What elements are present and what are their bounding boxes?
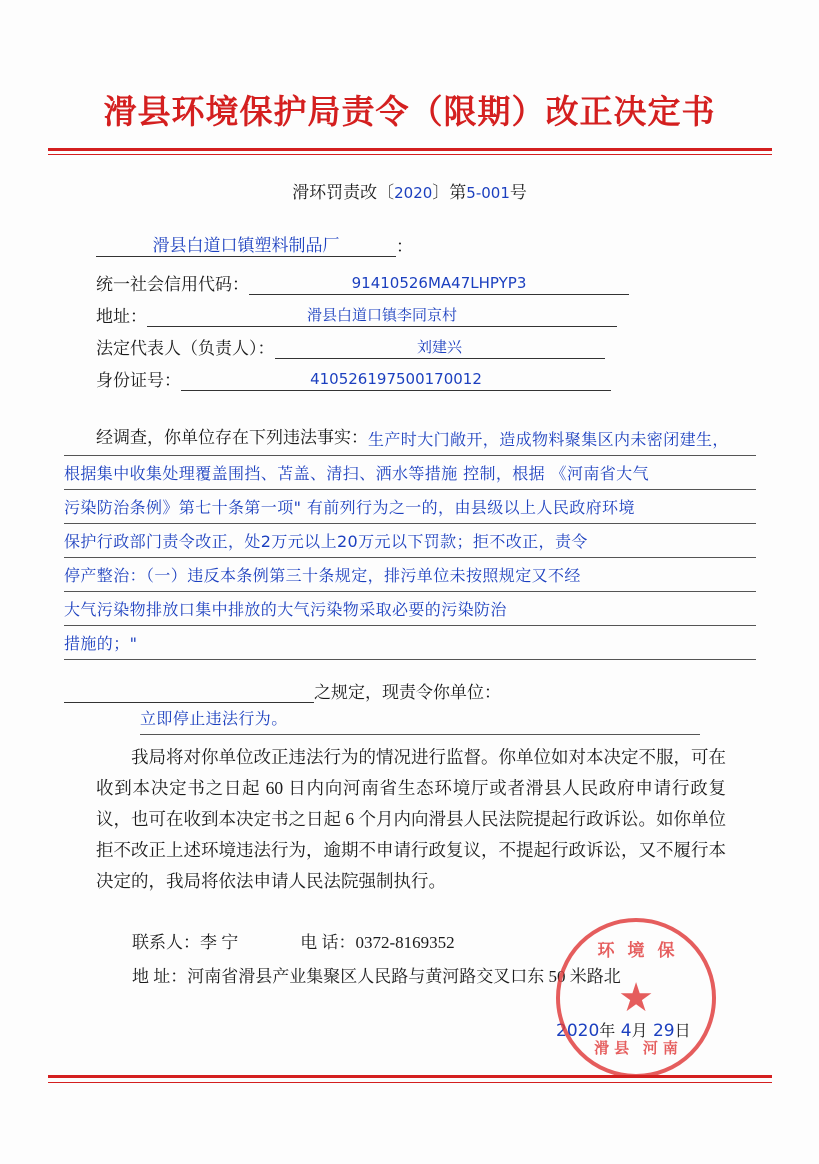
seal-ring: [560, 922, 712, 1074]
date-day: 29: [652, 1021, 675, 1041]
id-number-value: 410526197500170012: [181, 369, 611, 391]
violation-line-1: [64, 422, 756, 456]
violation-lead-in: 经调查，你单位存在下列违法事实：: [96, 428, 368, 447]
violation-handwriting-4: 保护行政部门责令改正，处2万元以上20万元以下罚款；拒不改正，责令: [64, 532, 588, 551]
order-handwriting: 立即停止违法行为。: [140, 709, 288, 728]
doc-number-suffix: 号: [509, 183, 527, 202]
regulation-blank: [64, 682, 314, 703]
doc-number-mid: 〕第: [432, 183, 467, 202]
violation-line-4: [64, 524, 756, 558]
phone-label: 电 话：: [300, 933, 356, 952]
legal-rep-label: 法定代表人（负责人）：: [96, 339, 275, 358]
office-address-label: 地 址：: [132, 967, 188, 986]
id-number-row: [96, 366, 736, 391]
issue-date: [556, 1018, 691, 1041]
violation-line-5: [64, 558, 756, 592]
address-value: 滑县白道口镇李同京村: [147, 305, 617, 327]
office-address-value: 河南省滑县产业集聚区人民路与黄河路交叉口东 50 米路北: [187, 967, 621, 986]
violation-handwriting-6: 大气污染物排放口集中排放的大气污染物采取必要的污染防治: [64, 600, 507, 619]
date-month-unit: 月: [631, 1023, 648, 1040]
address-label: 地址：: [96, 307, 147, 326]
date-year: 2020: [556, 1021, 600, 1041]
contact-name: 李 宁: [200, 933, 239, 952]
id-number-label: 身份证号：: [96, 371, 181, 390]
credit-code-label: 统一社会信用代码：: [96, 275, 249, 294]
violation-handwriting-5: 停产整治：（一）违反本条例第三十条规定，排污单位未按照规定又不经: [64, 566, 581, 585]
date-day-unit: 日: [674, 1023, 691, 1040]
doc-number-year: 2020: [394, 184, 433, 202]
official-seal: [556, 918, 716, 1078]
seal-top-text: 环境保: [597, 941, 688, 960]
legal-rep-value: 刘建兴: [275, 337, 605, 359]
footer-divider-thin: [48, 1082, 772, 1083]
seal-bottom-text: 滑县 河南: [594, 1041, 683, 1057]
order-handwriting-row: [140, 704, 700, 735]
violation-line-7: [64, 626, 756, 660]
violation-handwriting-2: 根据集中收集处理覆盖围挡、苫盖、清扫、洒水等措施 控制，根据 《河南省大气: [64, 464, 649, 483]
regulation-order-row: [64, 678, 756, 703]
decision-paragraph: 我局将对你单位改正违法行为的情况进行监督。你单位如对本决定不服，可在收到本决定书之日起 60 日内向河南省生态环境厅或者滑县人民政府申请行政复议，也可在收到本决定书之日起 6 个月内向滑县人民法院提起行政诉讼。如你单位拒不改正上述环境违法行为，逾期不申请行政复议，不提起行政诉讼，又不履行本决定的，我局将依法申请人民法院强制执行。: [96, 747, 726, 891]
header-divider-thick: [48, 148, 772, 151]
document-number: [0, 178, 819, 203]
date-year-unit: 年: [599, 1023, 616, 1040]
doc-number-serial: 5-001: [466, 184, 510, 202]
credit-code-row: [96, 270, 736, 295]
violation-handwriting-7: 措施的；": [64, 634, 138, 653]
party-name-colon: ：: [396, 237, 413, 256]
seal-star-icon: ★: [618, 975, 654, 1020]
party-name-row: [96, 231, 736, 257]
violation-handwriting-3: 污染防治条例》第七十条第一项" 有前列行为之一的，由县级以上人民政府环境: [64, 498, 635, 517]
page-title: 滑县环境保护局责令（限期）改正决定书: [103, 95, 716, 131]
violation-line-3: [64, 490, 756, 524]
violation-line-6: [64, 592, 756, 626]
violation-line-2: [64, 456, 756, 490]
party-name-value: 滑县白道口镇塑料制品厂: [96, 231, 396, 257]
date-month: 4: [620, 1021, 632, 1041]
footer-divider-thick: [48, 1075, 772, 1078]
credit-code-value: 91410526MA47LHPYP3: [249, 273, 629, 295]
contact-row: [132, 928, 455, 953]
regulation-suffix: 之规定，现责令你单位：: [314, 683, 501, 702]
phone-value: 0372-8169352: [355, 933, 455, 952]
legal-rep-row: [96, 334, 736, 359]
address-row: [96, 302, 736, 327]
doc-number-prefix: 滑环罚责改〔: [292, 183, 395, 202]
violation-handwriting-1: 生产时大门敞开，造成物料聚集区内未密闭建生，: [368, 430, 729, 449]
violation-facts-block: [64, 422, 756, 660]
office-address-row: [132, 962, 621, 987]
contact-label: 联系人：: [132, 933, 200, 952]
header-divider-thin: [48, 154, 772, 155]
